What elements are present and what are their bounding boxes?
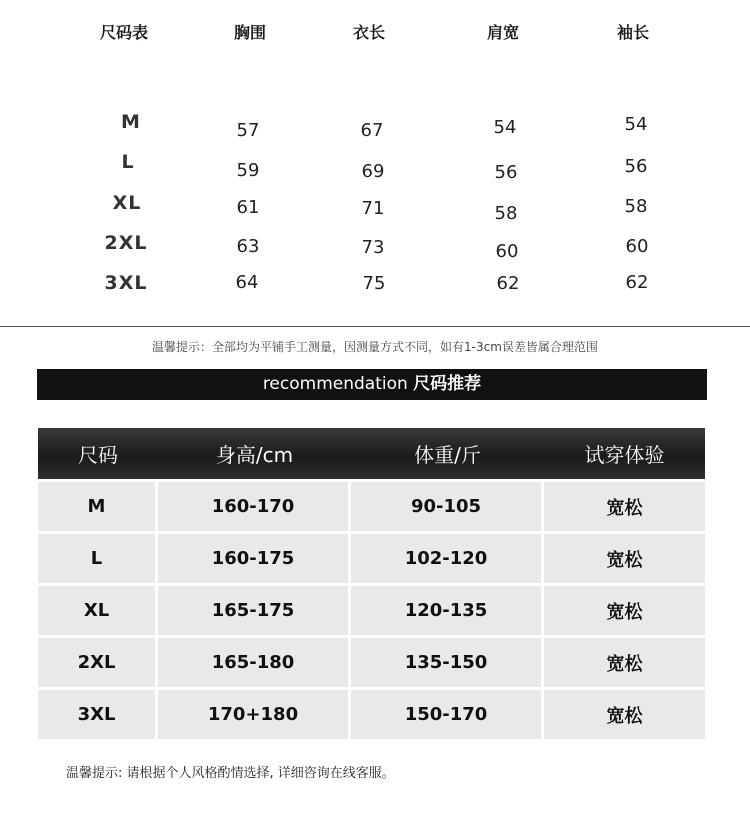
fit-cell: 宽松 — [544, 638, 705, 687]
sleeve-value: 58 — [624, 196, 648, 217]
height-cell: 165-175 — [158, 586, 348, 635]
shoulder-value: 60 — [495, 241, 519, 262]
size-chart-title: 尺码表 — [99, 23, 149, 42]
height-cell: 165-180 — [158, 638, 348, 687]
chest-value: 57 — [236, 120, 260, 141]
height-cell: 170+180 — [158, 690, 348, 739]
table-row — [38, 586, 705, 635]
chest-value: 61 — [236, 197, 260, 218]
recommendation-title-bar — [37, 369, 707, 400]
size-label: M — [121, 111, 141, 133]
sleeve-value: 60 — [625, 236, 649, 257]
weight-cell: 120-135 — [351, 586, 541, 635]
header-sleeve: 袖长 — [616, 23, 650, 42]
fit-cell: 宽松 — [544, 586, 705, 635]
shoulder-value: 54 — [493, 117, 517, 138]
size-cell: 2XL — [38, 638, 155, 687]
length-value: 73 — [361, 237, 385, 258]
table-row — [38, 690, 705, 739]
height-cell: 160-175 — [158, 534, 348, 583]
length-value: 71 — [361, 198, 385, 219]
measurement-note: 温馨提示：全部均为平铺手工测量，因测量方式不同，如有1-3cm误差皆属合理范围 — [152, 340, 598, 354]
table-row — [38, 638, 705, 687]
footer-note: 温馨提示: 请根据个人风格酌情选择, 详细咨询在线客服。 — [66, 766, 395, 781]
table-row — [38, 482, 705, 531]
header-size: 尺码 — [78, 443, 118, 467]
shoulder-value: 56 — [494, 162, 518, 183]
weight-cell: 150-170 — [351, 690, 541, 739]
sleeve-value: 56 — [624, 156, 648, 177]
size-cell: XL — [38, 586, 155, 635]
size-cell: L — [38, 534, 155, 583]
header-height: 身高/cm — [215, 443, 294, 467]
weight-cell: 102-120 — [351, 534, 541, 583]
size-cell: M — [38, 482, 155, 531]
recommendation-title-cn: 尺码推荐 — [413, 374, 482, 394]
header-fit: 试穿体验 — [584, 443, 665, 467]
table-row — [38, 534, 705, 583]
weight-cell: 135-150 — [351, 638, 541, 687]
recommendation-title-en: recommendation — [262, 374, 408, 394]
size-label: XL — [112, 192, 142, 214]
chest-value: 59 — [236, 160, 260, 181]
size-cell: 3XL — [38, 690, 155, 739]
length-value: 75 — [362, 273, 386, 294]
length-value: 67 — [360, 120, 384, 141]
sleeve-value: 54 — [624, 114, 648, 135]
height-cell: 160-170 — [158, 482, 348, 531]
header-shoulder: 肩宽 — [486, 23, 520, 42]
shoulder-value: 58 — [494, 203, 518, 224]
fit-cell: 宽松 — [544, 482, 705, 531]
recommendation-table — [38, 428, 705, 739]
header-length: 衣长 — [352, 23, 386, 42]
chest-value: 63 — [236, 236, 260, 257]
size-label: 3XL — [104, 272, 148, 294]
header-weight: 体重/斤 — [414, 443, 481, 467]
length-value: 69 — [361, 161, 385, 182]
weight-cell: 90-105 — [351, 482, 541, 531]
table-header-row — [38, 428, 705, 479]
fit-cell: 宽松 — [544, 534, 705, 583]
fit-cell: 宽松 — [544, 690, 705, 739]
sleeve-value: 62 — [625, 272, 649, 293]
shoulder-value: 62 — [496, 273, 520, 294]
section-divider — [0, 326, 750, 327]
header-chest: 胸围 — [233, 23, 267, 42]
chest-value: 64 — [235, 272, 259, 293]
size-label: 2XL — [104, 232, 148, 254]
size-label: L — [121, 151, 135, 173]
